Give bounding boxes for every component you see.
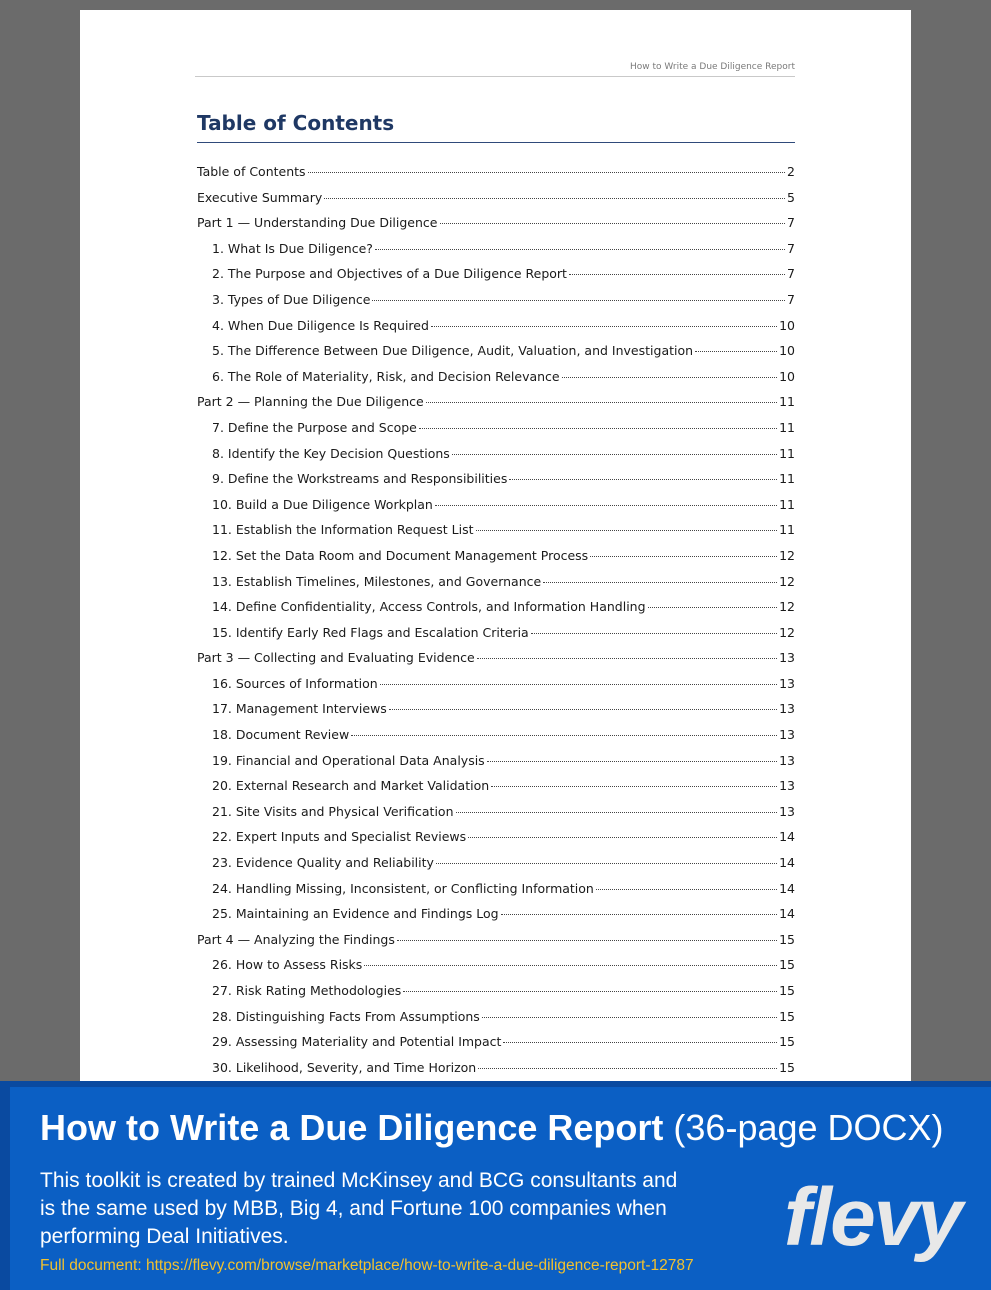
toc-entry-text: 19. Financial and Operational Data Analysis	[212, 752, 485, 768]
toc-dot-leader	[375, 249, 785, 250]
toc-page-number: 11	[779, 471, 795, 487]
toc-entry[interactable]	[197, 676, 795, 702]
toc-page-number: 13	[779, 778, 795, 794]
toc-entry-text: 12. Set the Data Room and Document Management Process	[212, 547, 589, 563]
toc-page-number: 13	[779, 650, 795, 666]
document-page	[80, 10, 911, 1081]
toc-entry[interactable]	[197, 241, 795, 267]
toc-dot-leader	[452, 454, 777, 455]
toc-entry[interactable]	[197, 881, 795, 907]
toc-page-number: 7	[787, 215, 795, 231]
toc-entry[interactable]	[197, 190, 795, 216]
toc-entry[interactable]	[197, 650, 795, 676]
toc-entry[interactable]	[197, 369, 795, 395]
toc-entry[interactable]	[197, 727, 795, 753]
banner-title	[40, 1107, 944, 1149]
toc-entry-text: 2. The Purpose and Objectives of a Due Diligence Report	[212, 266, 567, 282]
toc-page-number: 14	[779, 906, 795, 922]
toc-dot-leader	[482, 1017, 777, 1018]
toc-entry[interactable]	[197, 164, 795, 190]
toc-dot-leader	[478, 1068, 777, 1069]
banner-title-suffix: (36-page DOCX)	[663, 1107, 944, 1148]
toc-page-number: 15	[779, 1008, 795, 1024]
toc-entry[interactable]	[197, 701, 795, 727]
toc-page-number: 7	[787, 291, 795, 307]
toc-page-number: 5	[787, 189, 795, 205]
toc-entry[interactable]	[197, 778, 795, 804]
toc-entry-text: 17. Management Interviews	[212, 701, 387, 717]
toc-entry-text: Part 4 — Analyzing the Findings	[197, 931, 395, 947]
toc-dot-leader	[648, 607, 778, 608]
toc-entry[interactable]	[197, 599, 795, 625]
toc-dot-leader	[509, 479, 777, 480]
toc-entry[interactable]	[197, 957, 795, 983]
toc-dot-leader	[364, 965, 777, 966]
toc-entry-text: 4. When Due Diligence Is Required	[212, 317, 429, 333]
toc-dot-leader	[543, 582, 777, 583]
toc-page-number: 2	[787, 164, 795, 179]
toc-page-number: 12	[779, 624, 795, 640]
toc-entry-text: 23. Evidence Quality and Reliability	[212, 855, 434, 871]
toc-page-number: 12	[779, 573, 795, 589]
toc-page-number: 11	[779, 394, 795, 410]
toc-entry[interactable]	[197, 1034, 795, 1060]
toc-entry-text: 6. The Role of Materiality, Risk, and Decision Relevance	[212, 368, 560, 384]
toc-page-number: 12	[779, 547, 795, 563]
toc-entry[interactable]	[197, 343, 795, 369]
toc-page-number: 13	[779, 752, 795, 768]
toc-dot-leader	[468, 837, 777, 838]
toc-entry[interactable]	[197, 497, 795, 523]
toc-page-number: 7	[787, 240, 795, 256]
banner-top-rule	[0, 1081, 991, 1087]
toc-entry-text: 22. Expert Inputs and Specialist Reviews	[212, 829, 467, 845]
toc-entry-text: 21. Site Visits and Physical Verification	[212, 803, 454, 819]
toc-entry[interactable]	[197, 1060, 795, 1081]
toc-dot-leader	[569, 274, 785, 275]
toc-entry-text: 7. Define the Purpose and Scope	[212, 419, 417, 435]
toc-page-number: 11	[779, 419, 795, 435]
toc-entry-text: Part 3 — Collecting and Evaluating Evidence	[197, 650, 475, 666]
toc-entry-text: 14. Define Confidentiality, Access Controls, and Information Handling	[212, 599, 646, 615]
toc-dot-leader	[351, 735, 777, 736]
toc-dot-leader	[436, 863, 777, 864]
toc-dot-leader	[503, 1042, 777, 1043]
toc-entry[interactable]	[197, 318, 795, 344]
toc-page-number: 10	[779, 317, 795, 333]
toc-page-number: 15	[779, 1059, 795, 1075]
toc-page-number: 13	[779, 701, 795, 717]
toc-entry-text: 8. Identify the Key Decision Questions	[212, 445, 450, 461]
toc-dot-leader	[440, 223, 786, 224]
toc-entry[interactable]	[197, 266, 795, 292]
promo-banner	[0, 1081, 991, 1290]
toc-page-number: 7	[787, 266, 795, 282]
toc-entry[interactable]	[197, 753, 795, 779]
toc-entry-text: 29. Assessing Materiality and Potential Impact	[212, 1034, 502, 1050]
toc-entry[interactable]	[197, 829, 795, 855]
toc-entry-text: 20. External Research and Market Validation	[212, 778, 490, 794]
banner-left-edge	[0, 1081, 10, 1290]
toc-entry[interactable]	[197, 394, 795, 420]
banner-description: This toolkit is created by trained McKinsey and BCG consultants and is the same used by MBB, Big 4, and Fortune 100 companies when performing Deal Initiatives.	[40, 1169, 678, 1248]
toc-page-number: 12	[779, 599, 795, 615]
toc-entry-text: 11. Establish the Information Request List	[212, 522, 474, 538]
toc-entry[interactable]	[197, 215, 795, 241]
toc-dot-leader	[596, 889, 777, 890]
toc-page-number: 13	[779, 727, 795, 743]
toc-entry-text: Part 1 — Understanding Due Diligence	[197, 215, 438, 231]
toc-dot-leader	[380, 684, 777, 685]
toc-page-number: 11	[779, 445, 795, 461]
full-document-link[interactable]: Full document: https://flevy.com/browse/marketplace/how-to-write-a-due-diligence-report-12787	[40, 1257, 694, 1274]
toc-entry-text: 26. How to Assess Risks	[212, 957, 363, 973]
toc-dot-leader	[397, 940, 777, 941]
toc-page-number: 14	[779, 855, 795, 871]
toc-entry-text: 9. Define the Workstreams and Responsibilities	[212, 471, 508, 487]
toc-page-number: 13	[779, 803, 795, 819]
toc-entry-text: 30. Likelihood, Severity, and Time Horizon	[212, 1059, 477, 1075]
toc-page-number: 13	[779, 675, 795, 691]
toc-entry[interactable]	[197, 548, 795, 574]
toc-entry-text: 27. Risk Rating Methodologies	[212, 983, 402, 998]
toc-page-number: 15	[779, 1034, 795, 1050]
toc-dot-leader	[456, 812, 778, 813]
toc-entry-text: 15. Identify Early Red Flags and Escalation Criteria	[212, 624, 529, 640]
toc-dot-leader	[389, 709, 777, 710]
flevy-logo: flevy	[784, 1172, 961, 1263]
toc-entry-text: 16. Sources of Information	[212, 675, 378, 691]
toc-entry[interactable]	[197, 932, 795, 958]
toc-dot-leader	[308, 172, 786, 173]
toc-dot-leader	[501, 914, 777, 915]
toc-entry-text: Executive Summary	[197, 189, 323, 205]
toc-dot-leader	[531, 633, 777, 634]
toc-dot-leader	[477, 658, 777, 659]
toc-entry-text: 25. Maintaining an Evidence and Findings Log	[212, 906, 499, 922]
toc-entry[interactable]	[197, 906, 795, 932]
toc-entry[interactable]	[197, 574, 795, 600]
toc-page-number: 10	[779, 368, 795, 384]
toc-entry-text: 5. The Difference Between Due Diligence, Audit, Valuation, and Investigation	[212, 343, 694, 359]
toc-entry[interactable]	[197, 292, 795, 318]
toc-entry[interactable]	[197, 625, 795, 651]
toc-dot-leader	[431, 326, 777, 327]
toc-dot-leader	[435, 505, 777, 506]
toc-entry-text: 28. Distinguishing Facts From Assumptions	[212, 1008, 480, 1024]
toc-dot-leader	[491, 786, 777, 787]
toc-entry-text: 24. Handling Missing, Inconsistent, or Conflicting Information	[212, 880, 594, 896]
toc-dot-leader	[476, 530, 778, 531]
running-header: How to Write a Due Diligence Report	[195, 62, 795, 77]
toc-page-number: 11	[779, 496, 795, 512]
toc-entry[interactable]	[197, 855, 795, 881]
toc-page-number: 10	[779, 343, 795, 359]
toc-entry-text: 13. Establish Timelines, Milestones, and Governance	[212, 573, 542, 589]
toc-dot-leader	[426, 402, 777, 403]
toc-page-number: 15	[779, 931, 795, 947]
banner-title-main: How to Write a Due Diligence Report	[40, 1107, 664, 1148]
toc-dot-leader	[562, 377, 777, 378]
toc-entry-text: Part 2 — Planning the Due Diligence	[197, 394, 424, 410]
toc-entry-text: Table of Contents	[197, 164, 306, 179]
toc-dot-leader	[695, 351, 777, 352]
toc-dot-leader	[403, 991, 777, 992]
toc-dot-leader	[590, 556, 777, 557]
toc-dot-leader	[419, 428, 777, 429]
toc-entry-text: 3. Types of Due Diligence	[212, 291, 371, 307]
toc-entry[interactable]	[197, 804, 795, 830]
toc-entry-text: 18. Document Review	[212, 727, 350, 743]
toc-entry[interactable]	[197, 983, 795, 1009]
toc-dot-leader	[324, 198, 785, 199]
toc-page-number: 14	[779, 880, 795, 896]
toc-page-number: 15	[779, 983, 795, 998]
toc-entry[interactable]	[197, 471, 795, 497]
toc-entry[interactable]	[197, 420, 795, 446]
toc-page-number: 11	[779, 522, 795, 538]
toc-entry-text: 1. What Is Due Diligence?	[212, 240, 373, 256]
toc-dot-leader	[372, 300, 785, 301]
toc-entry-text: 10. Build a Due Diligence Workplan	[212, 496, 433, 512]
toc-entry[interactable]	[197, 522, 795, 548]
toc-dot-leader	[487, 761, 777, 762]
toc-page-number: 14	[779, 829, 795, 845]
toc-title: Table of Contents	[197, 111, 795, 143]
toc-list	[197, 164, 795, 1081]
toc-page-number: 15	[779, 957, 795, 973]
toc-entry[interactable]	[197, 1009, 795, 1035]
toc-entry[interactable]	[197, 446, 795, 472]
